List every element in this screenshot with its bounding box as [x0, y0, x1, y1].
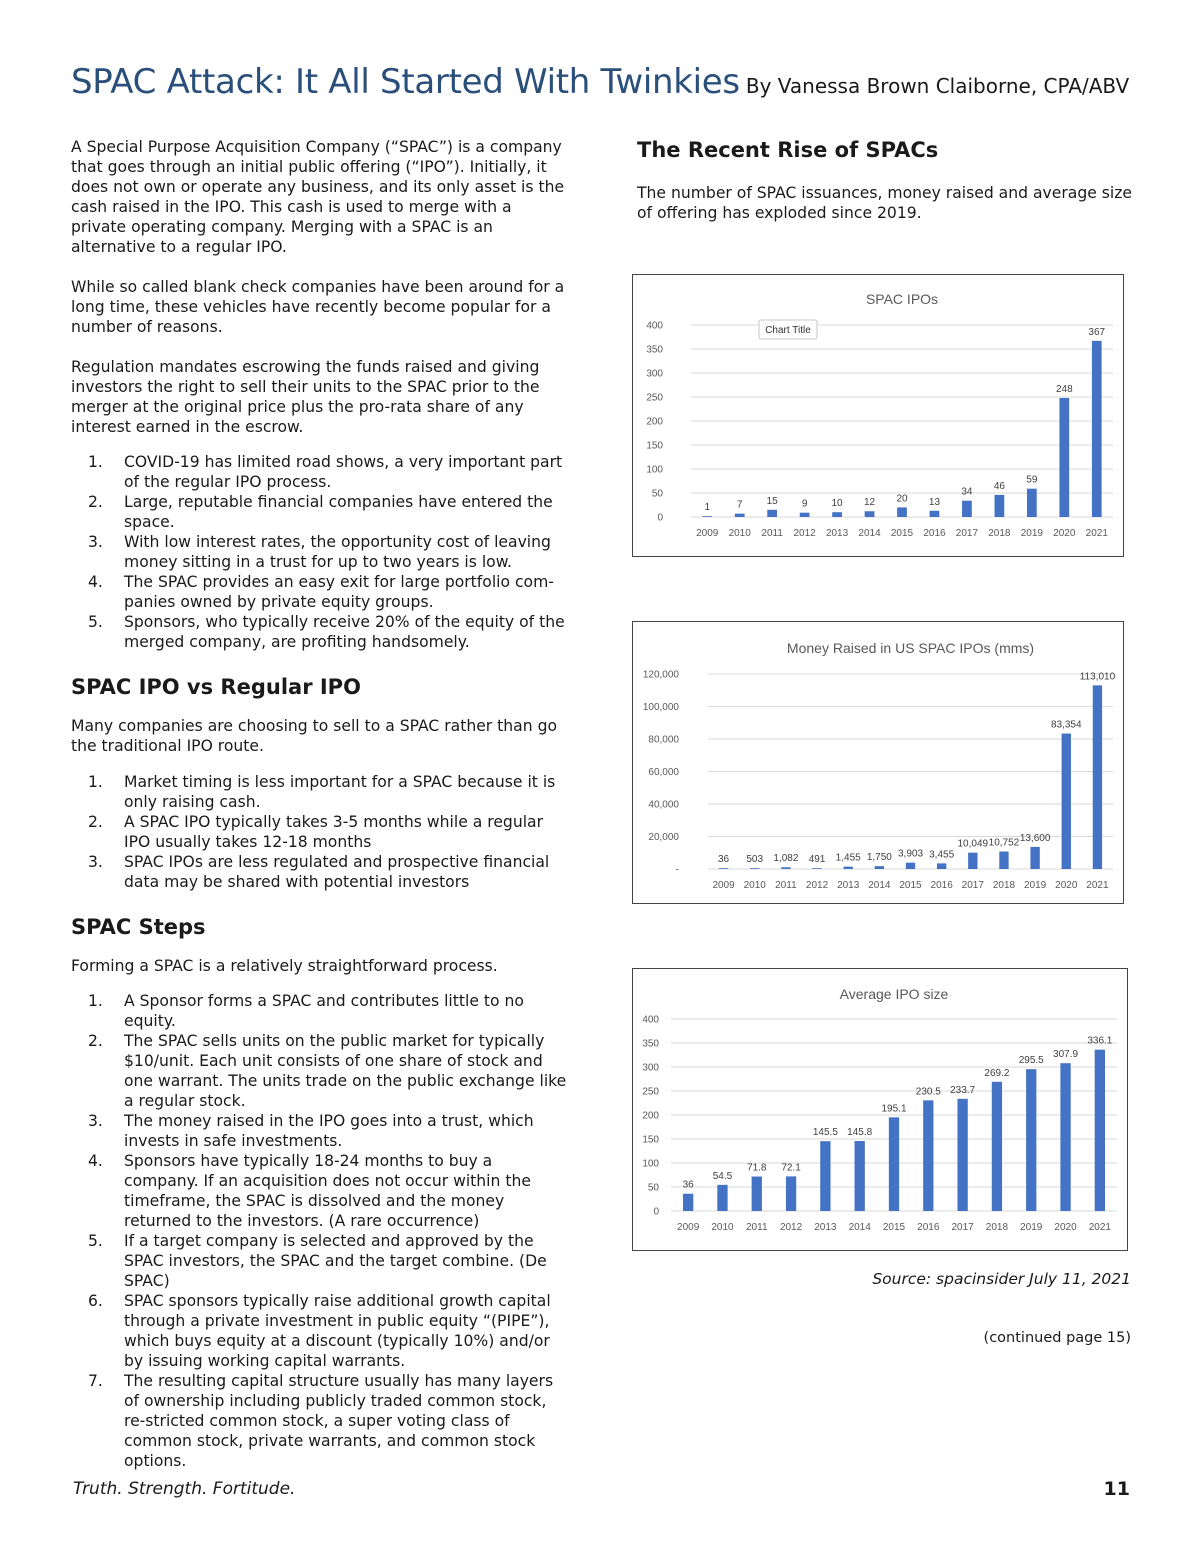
bar-2014	[875, 866, 884, 869]
y-tick-label: 60,000	[648, 767, 679, 778]
data-label: 503	[746, 854, 764, 866]
chart-average-ipo-size-svg	[633, 969, 1127, 1250]
bar-2019	[1026, 1069, 1036, 1211]
y-tick-label: 100	[646, 464, 663, 476]
x-tick-label: 2009	[712, 880, 735, 891]
list-item: 2. A SPAC IPO typically takes 3-5 months while a regular IPO usually takes 12-18 months	[88, 813, 543, 851]
bar-2011	[752, 1177, 762, 1211]
x-tick-label: 2021	[1088, 1222, 1111, 1233]
bar-2011	[767, 510, 777, 517]
bar-2010	[717, 1185, 727, 1211]
bar-2016	[937, 863, 946, 869]
x-tick-label: 2010	[743, 880, 766, 891]
bar-2009	[702, 516, 712, 517]
x-tick-label: 2019	[1023, 880, 1047, 891]
data-label: 1,082	[773, 853, 799, 865]
y-tick-label: 250	[642, 1086, 659, 1098]
data-label: 10,049	[957, 838, 989, 850]
data-label: 83,354	[1050, 719, 1082, 731]
x-tick-label: 2019	[1020, 1222, 1043, 1233]
x-tick-label: 2010	[728, 528, 751, 539]
list-item: 2. The SPAC sells units on the public market for typically $10/unit. Each unit consists of one share of stock and one warrant. The units trade on the public exchange like a regular stock.	[88, 1032, 567, 1110]
list-item: 4. Sponsors have typically 18-24 months to buy a company. If an acquisition does not occur within the timeframe, the SPAC is dissolved and the money returned to the investors. (A rare occurrence)	[88, 1152, 531, 1230]
data-label: 1	[704, 502, 711, 514]
paragraph-regulation: Regulation mandates escrowing the funds raised and giving investors the right to sell their units to the SPAC prior to the merger at the original price plus the pro-rata share of any interest earned in the escrow.	[71, 358, 540, 436]
bar-2020	[1062, 734, 1071, 869]
article-title-line	[71, 62, 1171, 102]
x-tick-label: 2011	[775, 880, 797, 891]
data-label: 54.5	[712, 1170, 733, 1182]
data-label: 3,455	[929, 849, 955, 861]
x-tick-label: 2010	[711, 1222, 734, 1233]
y-tick-label: 400	[646, 320, 663, 332]
bar-2014	[865, 511, 875, 517]
y-tick-label: 150	[642, 1134, 659, 1146]
bar-2018	[995, 495, 1005, 517]
y-tick-label: -	[675, 864, 679, 876]
x-tick-label: 2016	[930, 880, 953, 891]
list-item: 5. If a target company is selected and approved by the SPAC investors, the SPAC and the target combine. (De SPAC)	[88, 1232, 547, 1290]
bar-2017	[962, 501, 972, 517]
y-tick-label: 250	[646, 392, 663, 404]
x-tick-label: 2014	[848, 1222, 871, 1233]
data-label: 10,752	[988, 837, 1020, 849]
y-tick-label: 300	[646, 368, 663, 380]
list-item: 1. A Sponsor forms a SPAC and contributes little to no equity.	[88, 992, 524, 1030]
bar-2016	[930, 511, 940, 517]
data-label: 13	[928, 496, 941, 508]
bar-2016	[923, 1100, 933, 1211]
chart-average-ipo-size	[632, 968, 1128, 1251]
data-label: 367	[1088, 326, 1106, 338]
chart-spac-ipos	[632, 274, 1124, 557]
page-number: 11	[1103, 1478, 1130, 1500]
bar-2009	[719, 868, 728, 869]
data-label: 269.2	[984, 1067, 1010, 1079]
data-label: 72.1	[781, 1162, 801, 1174]
byline: By Vanessa Brown Claiborne, CPA/ABV	[745, 74, 1130, 98]
x-tick-label: 2017	[951, 1222, 974, 1233]
bar-2015	[897, 507, 907, 517]
chart-money-raised-svg	[633, 622, 1123, 903]
data-label: 9	[801, 498, 808, 510]
bar-2019	[1027, 489, 1037, 517]
y-tick-label: 50	[651, 488, 663, 500]
bar-2013	[820, 1141, 830, 1211]
section-heading-spac-steps: SPAC Steps	[71, 915, 206, 939]
chart-title-tooltip	[759, 320, 817, 339]
x-tick-label: 2015	[890, 528, 914, 539]
x-tick-label: 2021	[1085, 528, 1108, 539]
steps-list	[71, 991, 571, 1471]
footer-tagline: Truth. Strength. Fortitude.	[73, 1479, 296, 1499]
y-tick-label: 350	[642, 1038, 659, 1050]
x-tick-label: 2016	[917, 1222, 940, 1233]
data-label: 295.5	[1018, 1055, 1044, 1067]
data-label: 10	[831, 498, 843, 510]
x-tick-label: 2013	[814, 1222, 837, 1233]
y-tick-label: 0	[657, 512, 663, 524]
chart-spac-ipos-svg	[633, 275, 1123, 556]
x-tick-label: 2009	[677, 1222, 700, 1233]
y-tick-label: 50	[647, 1182, 659, 1194]
x-tick-label: 2015	[882, 1222, 906, 1233]
x-tick-label: 2017	[955, 528, 979, 539]
bar-2011	[781, 867, 790, 869]
list-item: 3. SPAC IPOs are less regulated and prospective financial data may be shared with potential investors	[88, 853, 550, 891]
x-tick-label: 2017	[961, 880, 984, 891]
list-item: 2. Large, reputable financial companies have entered the space.	[88, 493, 553, 531]
paragraph-exploded: The number of SPAC issuances, money raised and average size of offering has exploded since 2019.	[637, 184, 1133, 222]
bar-2018	[992, 1082, 1002, 1211]
data-label: 15	[766, 495, 778, 507]
bar-2010	[750, 868, 759, 869]
y-tick-label: 80,000	[648, 734, 679, 746]
data-label: 307.9	[1053, 1049, 1079, 1061]
data-label: 145.8	[847, 1127, 873, 1139]
x-tick-label: 2018	[992, 880, 1016, 891]
chart-title: SPAC IPOs	[865, 291, 939, 307]
list-item: 1. Market timing is less important for a SPAC because it is only raising cash.	[88, 773, 556, 811]
bar-2020	[1060, 1063, 1070, 1211]
x-tick-label: 2020	[1055, 880, 1078, 891]
x-tick-label: 2012	[779, 1222, 803, 1233]
y-tick-label: 200	[642, 1110, 659, 1122]
reasons-list	[71, 452, 571, 652]
x-tick-label: 2016	[923, 528, 946, 539]
data-label: 36	[718, 854, 730, 866]
paragraph-choosing: Many companies are choosing to sell to a SPAC rather than go the traditional IPO route.	[71, 717, 558, 755]
x-tick-label: 2018	[985, 1222, 1009, 1233]
x-tick-label: 2020	[1053, 528, 1076, 539]
chart-title: Average IPO size	[839, 986, 949, 1002]
comparison-list	[71, 772, 571, 892]
bar-2021	[1092, 341, 1102, 517]
bar-2018	[999, 852, 1008, 869]
right-column	[637, 137, 1137, 223]
bar-2013	[844, 867, 853, 869]
y-tick-label: 350	[646, 344, 663, 356]
section-heading-recent-rise: The Recent Rise of SPACs	[637, 138, 939, 162]
x-tick-label: 2014	[868, 880, 891, 891]
bar-2013	[832, 512, 842, 517]
x-tick-label: 2009	[696, 528, 719, 539]
data-label: 59	[1026, 474, 1038, 486]
list-item: 3. The money raised in the IPO goes into a trust, which invests in safe investments.	[88, 1112, 534, 1150]
data-label: 336.1	[1087, 1035, 1113, 1047]
x-tick-label: 2015	[899, 880, 922, 891]
data-label: 20	[896, 493, 908, 505]
data-label: 36	[682, 1179, 694, 1191]
data-label: 248	[1055, 383, 1073, 395]
list-item: 1. COVID-19 has limited road shows, a very important part of the regular IPO process.	[88, 453, 563, 491]
source-note: Source: spacinsider July 11, 2021	[872, 1270, 1131, 1288]
data-label: 1,455	[835, 852, 861, 864]
list-item: 3. With low interest rates, the opportunity cost of leaving money sitting in a trust for up to two years is low.	[88, 533, 551, 571]
y-tick-label: 200	[646, 416, 663, 428]
x-tick-label: 2021	[1086, 880, 1109, 891]
paragraph-popularity: While so called blank check companies have been around for a long time, these vehicles have recently become popular for a number of reasons.	[71, 278, 565, 336]
data-label: 3,903	[897, 848, 924, 860]
intro-paragraph: A Special Purpose Acquisition Company (“SPAC”) is a company that goes through an initial public offering (“IPO”). Initially, it does not own or operate any business, and its only asset is the cash raised in the IPO. This cash is used to merge with a private operating company. Merging with a SPAC is an alternative to a regular IPO.	[71, 138, 565, 256]
data-label: 145.5	[812, 1127, 838, 1139]
left-column	[71, 137, 571, 1485]
bar-2017	[968, 853, 977, 869]
bar-2020	[1059, 398, 1069, 517]
y-tick-label: 0	[653, 1206, 659, 1218]
list-item: 7. The resulting capital structure usually has many layers of ownership including publicly traded common stock, re-stricted common stock, a super voting class of common stock, private warrants, and common stock options.	[88, 1372, 554, 1470]
y-tick-label: 150	[646, 440, 663, 452]
bar-2012	[812, 868, 821, 869]
tooltip-text: Chart Title	[765, 325, 811, 336]
data-label: 12	[863, 497, 876, 509]
x-tick-label: 2012	[793, 528, 816, 539]
data-label: 113,010	[1079, 671, 1116, 683]
data-label: 233.7	[950, 1084, 976, 1096]
data-label: 491	[808, 854, 826, 866]
bar-2017	[957, 1099, 967, 1211]
data-label: 13,600	[1019, 832, 1051, 844]
paragraph-forming: Forming a SPAC is a relatively straightforward process.	[71, 957, 498, 975]
continued-note: (continued page 15)	[983, 1330, 1131, 1346]
x-tick-label: 2020	[1054, 1222, 1077, 1233]
x-tick-label: 2011	[746, 1222, 768, 1233]
x-tick-label: 2012	[805, 880, 829, 891]
list-item: 5. Sponsors, who typically receive 20% of the equity of the merged company, are profiting handsomely.	[88, 613, 565, 651]
bar-2015	[906, 863, 915, 869]
data-label: 230.5	[915, 1086, 941, 1098]
y-tick-label: 20,000	[648, 832, 679, 843]
data-label: 1,750	[866, 852, 892, 864]
y-tick-label: 40,000	[648, 799, 679, 811]
data-label: 34	[961, 486, 973, 498]
x-tick-label: 2018	[988, 528, 1011, 539]
x-tick-label: 2019	[1020, 528, 1043, 539]
article-title: SPAC Attack: It All Started With Twinkies	[71, 62, 740, 102]
bar-2014	[855, 1141, 865, 1211]
chart-money-raised	[632, 621, 1124, 904]
bar-2009	[683, 1194, 693, 1211]
y-tick-label: 100,000	[642, 702, 679, 713]
chart-title: Money Raised in US SPAC IPOs (mms)	[786, 640, 1035, 656]
bar-2015	[889, 1117, 899, 1211]
data-label: 195.1	[881, 1103, 907, 1115]
y-tick-label: 400	[642, 1014, 659, 1026]
bar-2010	[735, 514, 745, 517]
section-heading-ipo-vs-regular: SPAC IPO vs Regular IPO	[71, 675, 361, 699]
list-item: 6. SPAC sponsors typically raise additional growth capital through a private investment in public equity “(PIPE”), which buys equity at a discount (typically 10%) and/or by issuing working capital warrants.	[88, 1292, 551, 1370]
data-label: 46	[993, 480, 1005, 492]
list-item: 4. The SPAC provides an easy exit for large portfolio com-panies owned by private equity groups.	[88, 573, 554, 611]
bar-2021	[1095, 1050, 1105, 1211]
x-tick-label: 2014	[858, 528, 881, 539]
x-tick-label: 2013	[825, 528, 849, 539]
x-tick-label: 2011	[761, 528, 783, 539]
data-label: 71.8	[747, 1162, 767, 1174]
bar-2019	[1030, 847, 1039, 869]
x-tick-label: 2013	[837, 880, 860, 891]
bar-2021	[1093, 685, 1102, 869]
bar-2012	[800, 513, 810, 517]
y-tick-label: 300	[642, 1062, 659, 1074]
y-tick-label: 120,000	[642, 669, 679, 681]
y-tick-label: 100	[642, 1158, 659, 1170]
bar-2012	[786, 1176, 796, 1211]
data-label: 7	[736, 499, 743, 511]
